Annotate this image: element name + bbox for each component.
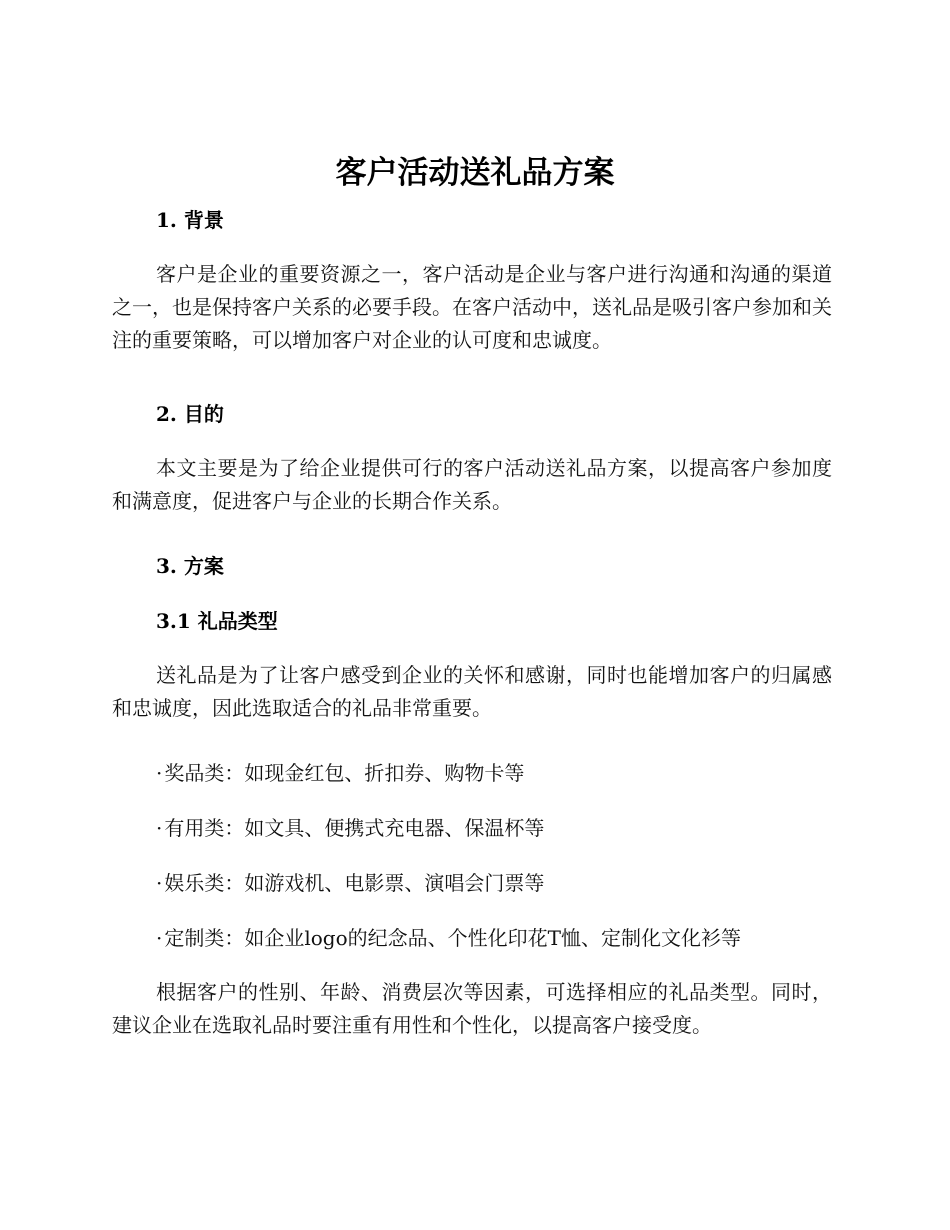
section-heading-purpose: 2. 目的 <box>156 402 224 426</box>
bullet-marker: · <box>156 816 163 840</box>
section-heading-plan: 3. 方案 <box>156 554 224 578</box>
list-item <box>156 868 544 898</box>
paragraph-closing: 根据客户的性别、年龄、消费层次等因素，可选择相应的礼品类型。同时，建议企业在选取礼品时要注重有用性和个性化，以提高客户接受度。 <box>112 980 832 1037</box>
list-item-text: 奖品类：如现金红包、折扣券、购物卡等 <box>164 761 525 785</box>
bullet-marker: · <box>156 761 163 785</box>
list-item-text: 娱乐类：如游戏机、电影票、演唱会门票等 <box>164 871 545 895</box>
list-item <box>156 758 524 788</box>
paragraph-purpose: 本文主要是为了给企业提供可行的客户活动送礼品方案，以提高客户参加度和满意度，促进客户与企业的长期合作关系。 <box>112 456 832 513</box>
bullet-marker: · <box>156 926 163 950</box>
section-heading-background: 1. 背景 <box>156 208 224 232</box>
bullet-marker: · <box>156 871 163 895</box>
section-heading-gift-types: 3.1 礼品类型 <box>156 609 278 633</box>
list-item-text: 定制类：如企业logo的纪念品、个性化印花T恤、定制化文化衫等 <box>164 926 741 950</box>
document-title: 客户活动送礼品方案 <box>335 155 615 191</box>
list-item <box>156 813 544 843</box>
paragraph-background: 客户是企业的重要资源之一，客户活动是企业与客户进行沟通和沟通的渠道之一，也是保持客户关系的必要手段。在客户活动中，送礼品是吸引客户参加和关注的重要策略，可以增加客户对企业的认可度和忠诚度。 <box>112 262 832 352</box>
paragraph-gift-types: 送礼品是为了让客户感受到企业的关怀和感谢，同时也能增加客户的归属感和忠诚度，因此选取适合的礼品非常重要。 <box>112 663 832 720</box>
list-item-text: 有用类：如文具、便携式充电器、保温杯等 <box>164 816 545 840</box>
list-item <box>156 923 741 953</box>
